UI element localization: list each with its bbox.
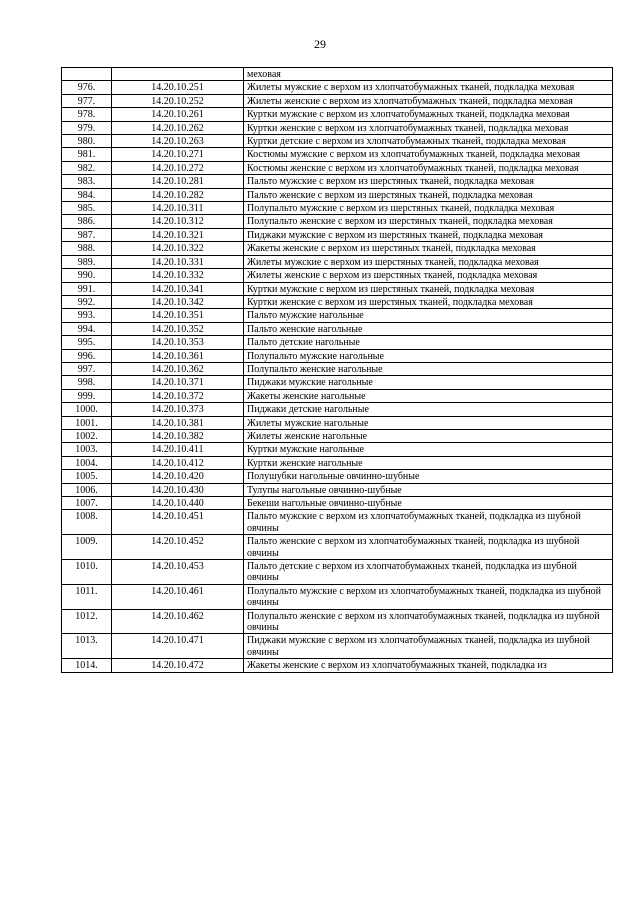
product-description-cell: Пиджаки мужские с верхом из хлопчатобумажных тканей, подкладка из шубной овчины — [244, 634, 613, 659]
product-description-cell: Жакеты женские с верхом из хлопчатобумажных тканей, подкладка из — [244, 659, 613, 672]
product-code-cell: 14.20.10.372 — [112, 389, 244, 402]
row-number-cell: 989. — [62, 255, 112, 268]
product-code-cell — [112, 68, 244, 81]
table-row — [62, 470, 613, 483]
product-description-cell: Жилеты мужские с верхом из хлопчатобумажных тканей, подкладка меховая — [244, 81, 613, 94]
row-number-cell: 996. — [62, 349, 112, 362]
product-code-cell: 14.20.10.351 — [112, 309, 244, 322]
table-row — [62, 634, 613, 659]
product-code-cell: 14.20.10.373 — [112, 403, 244, 416]
table-row — [62, 416, 613, 429]
row-number-cell: 1007. — [62, 497, 112, 510]
product-code-cell: 14.20.10.341 — [112, 282, 244, 295]
product-code-cell: 14.20.10.361 — [112, 349, 244, 362]
table-row — [62, 389, 613, 402]
product-code-cell: 14.20.10.381 — [112, 416, 244, 429]
product-code-cell: 14.20.10.362 — [112, 362, 244, 375]
row-number-cell: 1009. — [62, 535, 112, 560]
row-number-cell: 993. — [62, 309, 112, 322]
product-code-cell: 14.20.10.331 — [112, 255, 244, 268]
row-number-cell: 1003. — [62, 443, 112, 456]
product-description-cell: Куртки мужские нагольные — [244, 443, 613, 456]
row-number-cell: 980. — [62, 135, 112, 148]
row-number-cell: 1004. — [62, 456, 112, 469]
row-number-cell: 1005. — [62, 470, 112, 483]
product-code-cell: 14.20.10.263 — [112, 135, 244, 148]
product-code-cell: 14.20.10.342 — [112, 295, 244, 308]
row-number-cell: 1013. — [62, 634, 112, 659]
product-description-cell: Пальто детские нагольные — [244, 336, 613, 349]
product-code-cell: 14.20.10.312 — [112, 215, 244, 228]
product-code-cell: 14.20.10.453 — [112, 560, 244, 585]
product-description-cell: Бекеши нагольные овчинно-шубные — [244, 497, 613, 510]
table-row — [62, 535, 613, 560]
row-number-cell: 983. — [62, 175, 112, 188]
table-row — [62, 255, 613, 268]
row-number-cell: 992. — [62, 295, 112, 308]
product-description-cell: Пальто женские с верхом из шерстяных тканей, подкладка меховая — [244, 188, 613, 201]
table-row — [62, 362, 613, 375]
product-code-cell: 14.20.10.332 — [112, 269, 244, 282]
product-description-cell: Полупальто женские с верхом из хлопчатобумажных тканей, подкладка из шубной овчины — [244, 609, 613, 634]
table-row — [62, 497, 613, 510]
product-code-cell: 14.20.10.440 — [112, 497, 244, 510]
product-code-cell: 14.20.10.251 — [112, 81, 244, 94]
row-number-cell: 982. — [62, 161, 112, 174]
product-description-cell: Жилеты женские нагольные — [244, 429, 613, 442]
product-description-cell: Полупальто мужские с верхом из хлопчатобумажных тканей, подкладка из шубной овчины — [244, 584, 613, 609]
product-description-cell: Куртки женские нагольные — [244, 456, 613, 469]
product-description-cell: Жилеты женские с верхом из хлопчатобумажных тканей, подкладка меховая — [244, 94, 613, 107]
row-number-cell: 981. — [62, 148, 112, 161]
table-row — [62, 68, 613, 81]
row-number-cell — [62, 68, 112, 81]
row-number-cell: 979. — [62, 121, 112, 134]
row-number-cell: 1002. — [62, 429, 112, 442]
product-description-cell: Жилеты мужские с верхом из шерстяных тканей, подкладка меховая — [244, 255, 613, 268]
table-row — [62, 322, 613, 335]
table-row — [62, 609, 613, 634]
product-description-cell: Пальто детские с верхом из хлопчатобумажных тканей, подкладка из шубной овчины — [244, 560, 613, 585]
row-number-cell: 999. — [62, 389, 112, 402]
row-number-cell: 1001. — [62, 416, 112, 429]
product-code-table — [61, 67, 613, 673]
product-code-cell: 14.20.10.471 — [112, 634, 244, 659]
table-row — [62, 560, 613, 585]
table-row — [62, 584, 613, 609]
product-description-cell: Костюмы женские с верхом из хлопчатобумажных тканей, подкладка меховая — [244, 161, 613, 174]
table-row — [62, 483, 613, 496]
product-code-cell: 14.20.10.462 — [112, 609, 244, 634]
page-number: 29 — [314, 37, 326, 51]
row-number-cell: 997. — [62, 362, 112, 375]
product-description-cell: Пиджаки детские нагольные — [244, 403, 613, 416]
product-code-cell: 14.20.10.412 — [112, 456, 244, 469]
product-description-cell: Полупальто женские нагольные — [244, 362, 613, 375]
product-code-cell: 14.20.10.262 — [112, 121, 244, 134]
product-code-cell: 14.20.10.311 — [112, 202, 244, 215]
row-number-cell: 986. — [62, 215, 112, 228]
row-number-cell: 978. — [62, 108, 112, 121]
product-description-cell: Пальто женские с верхом из хлопчатобумажных тканей, подкладка из шубной овчины — [244, 535, 613, 560]
product-code-cell: 14.20.10.430 — [112, 483, 244, 496]
table-row — [62, 175, 613, 188]
product-description-cell: Полупальто мужские нагольные — [244, 349, 613, 362]
table-row — [62, 349, 613, 362]
table-row — [62, 81, 613, 94]
product-code-cell: 14.20.10.271 — [112, 148, 244, 161]
product-description-cell: Куртки женские с верхом из хлопчатобумажных тканей, подкладка меховая — [244, 121, 613, 134]
table-row — [62, 403, 613, 416]
product-code-cell: 14.20.10.282 — [112, 188, 244, 201]
table-row — [62, 510, 613, 535]
row-number-cell: 1008. — [62, 510, 112, 535]
table-body — [62, 68, 613, 673]
product-code-cell: 14.20.10.382 — [112, 429, 244, 442]
table-row — [62, 295, 613, 308]
product-code-cell: 14.20.10.352 — [112, 322, 244, 335]
row-number-cell: 977. — [62, 94, 112, 107]
product-code-cell: 14.20.10.321 — [112, 228, 244, 241]
row-number-cell: 994. — [62, 322, 112, 335]
product-code-cell: 14.20.10.353 — [112, 336, 244, 349]
product-description-cell: Пальто мужские с верхом из хлопчатобумажных тканей, подкладка из шубной овчины — [244, 510, 613, 535]
product-description-cell: меховая — [244, 68, 613, 81]
row-number-cell: 1010. — [62, 560, 112, 585]
product-description-cell: Куртки детские с верхом из хлопчатобумажных тканей, подкладка меховая — [244, 135, 613, 148]
product-description-cell: Пальто мужские с верхом из шерстяных тканей, подкладка меховая — [244, 175, 613, 188]
product-description-cell: Куртки мужские с верхом из шерстяных тканей, подкладка меховая — [244, 282, 613, 295]
table-row — [62, 108, 613, 121]
product-code-cell: 14.20.10.452 — [112, 535, 244, 560]
product-description-cell: Жилеты женские с верхом из шерстяных тканей, подкладка меховая — [244, 269, 613, 282]
product-code-cell: 14.20.10.261 — [112, 108, 244, 121]
table-row — [62, 429, 613, 442]
table-row — [62, 242, 613, 255]
table-row — [62, 456, 613, 469]
product-description-cell: Пальто женские нагольные — [244, 322, 613, 335]
table-row — [62, 202, 613, 215]
table-row — [62, 443, 613, 456]
table-row — [62, 188, 613, 201]
product-description-cell: Полупальто женские с верхом из шерстяных тканей, подкладка меховая — [244, 215, 613, 228]
product-description-cell: Пальто мужские нагольные — [244, 309, 613, 322]
product-description-cell: Жакеты женские нагольные — [244, 389, 613, 402]
row-number-cell: 1006. — [62, 483, 112, 496]
product-description-cell: Пиджаки мужские нагольные — [244, 376, 613, 389]
row-number-cell: 1000. — [62, 403, 112, 416]
table-row — [62, 228, 613, 241]
row-number-cell: 976. — [62, 81, 112, 94]
product-description-cell: Пиджаки мужские с верхом из шерстяных тканей, подкладка меховая — [244, 228, 613, 241]
product-code-cell: 14.20.10.281 — [112, 175, 244, 188]
product-code-cell: 14.20.10.472 — [112, 659, 244, 672]
table-row — [62, 94, 613, 107]
row-number-cell: 998. — [62, 376, 112, 389]
row-number-cell: 991. — [62, 282, 112, 295]
product-description-cell: Куртки женские с верхом из шерстяных тканей, подкладка меховая — [244, 295, 613, 308]
product-code-cell: 14.20.10.411 — [112, 443, 244, 456]
table-row — [62, 309, 613, 322]
row-number-cell: 985. — [62, 202, 112, 215]
product-code-cell: 14.20.10.451 — [112, 510, 244, 535]
row-number-cell: 1011. — [62, 584, 112, 609]
row-number-cell: 1012. — [62, 609, 112, 634]
product-description-cell: Тулупы нагольные овчинно-шубные — [244, 483, 613, 496]
row-number-cell: 995. — [62, 336, 112, 349]
row-number-cell: 1014. — [62, 659, 112, 672]
table-row — [62, 376, 613, 389]
product-description-cell: Костюмы мужские с верхом из хлопчатобумажных тканей, подкладка меховая — [244, 148, 613, 161]
product-code-cell: 14.20.10.371 — [112, 376, 244, 389]
product-description-cell: Полушубки нагольные овчинно-шубные — [244, 470, 613, 483]
table-row — [62, 135, 613, 148]
row-number-cell: 987. — [62, 228, 112, 241]
product-code-cell: 14.20.10.420 — [112, 470, 244, 483]
product-description-cell: Жакеты женские с верхом из шерстяных тканей, подкладка меховая — [244, 242, 613, 255]
table-row — [62, 161, 613, 174]
row-number-cell: 984. — [62, 188, 112, 201]
table-row — [62, 215, 613, 228]
table-row — [62, 121, 613, 134]
table-row — [62, 269, 613, 282]
product-description-cell: Куртки мужские с верхом из хлопчатобумажных тканей, подкладка меховая — [244, 108, 613, 121]
product-description-cell: Полупальто мужские с верхом из шерстяных тканей, подкладка меховая — [244, 202, 613, 215]
table-row — [62, 148, 613, 161]
product-code-cell: 14.20.10.272 — [112, 161, 244, 174]
table-row — [62, 659, 613, 672]
table-row — [62, 282, 613, 295]
product-description-cell: Жилеты мужские нагольные — [244, 416, 613, 429]
table-row — [62, 336, 613, 349]
row-number-cell: 990. — [62, 269, 112, 282]
product-code-cell: 14.20.10.322 — [112, 242, 244, 255]
product-code-cell: 14.20.10.461 — [112, 584, 244, 609]
product-code-cell: 14.20.10.252 — [112, 94, 244, 107]
row-number-cell: 988. — [62, 242, 112, 255]
